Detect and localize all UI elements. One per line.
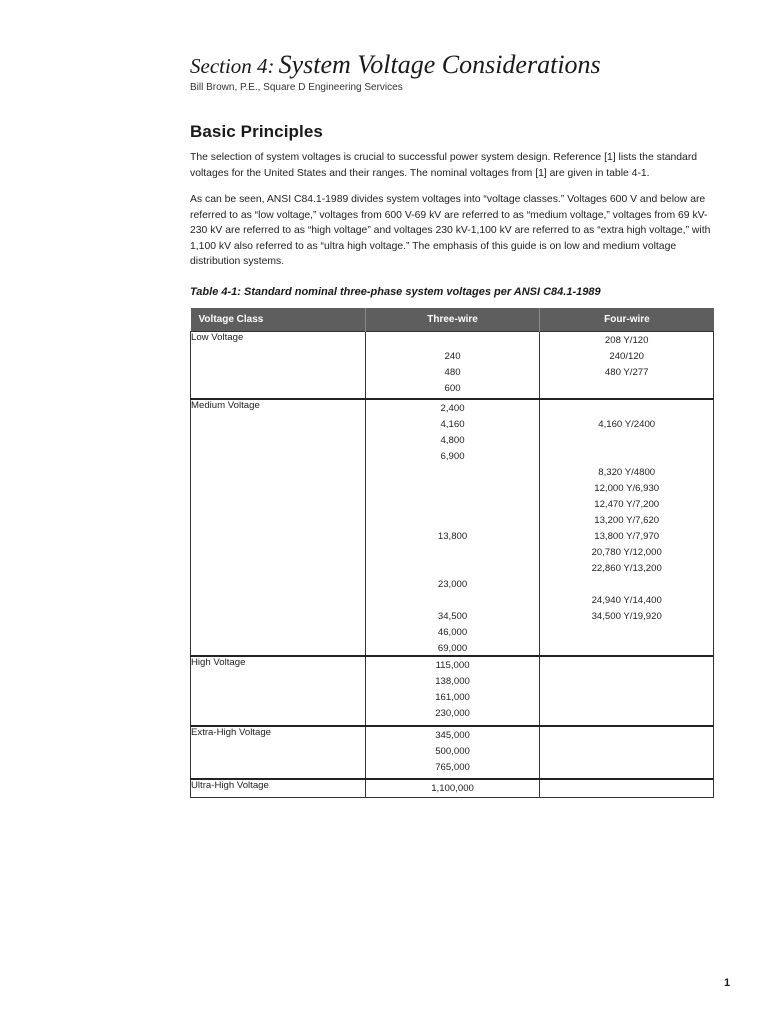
three-wire-value: 6,900 — [440, 450, 465, 462]
three-wire-value: 600 — [444, 383, 461, 394]
paragraph-intro: The selection of system voltages is crucial to successful power system design. Reference [1] lists the standard voltages for the United States and their ranges. The nominal voltages from [1] are given in table 4-1. — [190, 152, 698, 179]
section-prefix: Section 4: — [190, 54, 275, 78]
four-wire-cell — [540, 779, 714, 798]
voltage-class-cell: Extra-High Voltage — [191, 726, 366, 779]
four-wire-value: 480 Y/277 — [604, 367, 649, 378]
three-wire-value: 46,000 — [437, 626, 468, 638]
four-wire-cell — [540, 332, 714, 399]
three-wire-value: 230,000 — [435, 707, 470, 719]
header-three-wire: Three-wire — [365, 308, 540, 332]
three-wire-cell — [365, 656, 540, 726]
three-wire-value: 23,000 — [437, 578, 468, 590]
voltage-class-cell: Ultra-High Voltage — [191, 779, 366, 798]
voltage-class-cell: Low Voltage — [191, 332, 366, 399]
three-wire-value: 13,800 — [437, 530, 468, 542]
three-wire-value: 1,100,000 — [431, 782, 474, 794]
section-title — [190, 50, 601, 80]
three-wire-value: 4,800 — [440, 434, 465, 446]
three-wire-value: 240 — [444, 351, 461, 362]
table-caption: Table 4-1: Standard nominal three-phase system voltages per ANSI C84.1-1989 — [190, 286, 601, 298]
four-wire-value: 12,470 Y/7,200 — [594, 498, 660, 510]
three-wire-value: 480 — [444, 367, 461, 378]
three-wire-value: 34,500 — [437, 610, 468, 622]
table-row-ultra-high-voltage — [191, 779, 714, 798]
three-wire-value: 161,000 — [435, 691, 470, 703]
four-wire-value: 13,800 Y/7,970 — [594, 530, 660, 542]
page-number: 1 — [724, 977, 731, 989]
four-wire-value: 22,860 Y/13,200 — [591, 562, 662, 574]
three-wire-cell — [365, 332, 540, 399]
table-row-high-voltage — [191, 656, 714, 726]
four-wire-value: 240/120 — [609, 351, 645, 362]
table-row-extra-high-voltage — [191, 726, 714, 779]
four-wire-value: 34,500 Y/19,920 — [591, 610, 662, 622]
four-wire-cell — [540, 656, 714, 726]
three-wire-value: 2,400 — [440, 402, 465, 414]
table-row-medium-voltage — [191, 399, 714, 656]
four-wire-value: 8,320 Y/4800 — [598, 466, 656, 478]
four-wire-value: 12,000 Y/6,930 — [594, 482, 660, 494]
author-line: Bill Brown, P.E., Square D Engineering Services — [190, 82, 403, 93]
four-wire-value: 13,200 Y/7,620 — [594, 514, 660, 526]
four-wire-value: 208 Y/120 — [604, 335, 649, 346]
four-wire-value: 24,940 Y/14,400 — [591, 594, 662, 606]
three-wire-cell — [365, 399, 540, 656]
three-wire-value: 4,160 — [440, 418, 465, 430]
voltage-table — [190, 308, 714, 798]
header-voltage-class: Voltage Class — [191, 308, 366, 332]
three-wire-cell — [365, 779, 540, 798]
four-wire-value: 4,160 Y/2400 — [598, 418, 656, 430]
voltage-class-cell: Medium Voltage — [191, 399, 366, 656]
voltage-class-cell: High Voltage — [191, 656, 366, 726]
table-body — [191, 332, 714, 798]
header-four-wire: Four-wire — [540, 308, 714, 332]
four-wire-cell — [540, 399, 714, 656]
section-heading: Basic Principles — [190, 122, 323, 141]
three-wire-value: 765,000 — [435, 761, 470, 773]
three-wire-value: 345,000 — [435, 729, 470, 741]
four-wire-cell — [540, 726, 714, 779]
three-wire-value: 115,000 — [435, 659, 470, 671]
three-wire-value: 500,000 — [435, 745, 470, 757]
table-row-low-voltage — [191, 332, 714, 399]
three-wire-value: 138,000 — [435, 675, 470, 687]
three-wire-cell — [365, 726, 540, 779]
table-header-row — [191, 308, 714, 332]
three-wire-value: 69,000 — [437, 642, 468, 654]
four-wire-value: 20,780 Y/12,000 — [591, 546, 662, 558]
section-title-text: System Voltage Considerations — [278, 50, 601, 79]
paragraph-voltage-classes: As can be seen, ANSI C84.1-1989 divides system voltages into “voltage classes.” Voltages 600 V and below are referred to as “low voltage,” voltages from 600 V-69 kV are referred to as “medium voltage,” voltages from 69 kV-230 kV are referred to as “high voltage” and voltages 230 kV-1,100 kV are referred to as “extra high voltage,” with 1,100 kV also referred to as “ultra high voltage.” The emphasis of this guide is on low and medium voltage distribution systems. — [190, 194, 711, 268]
